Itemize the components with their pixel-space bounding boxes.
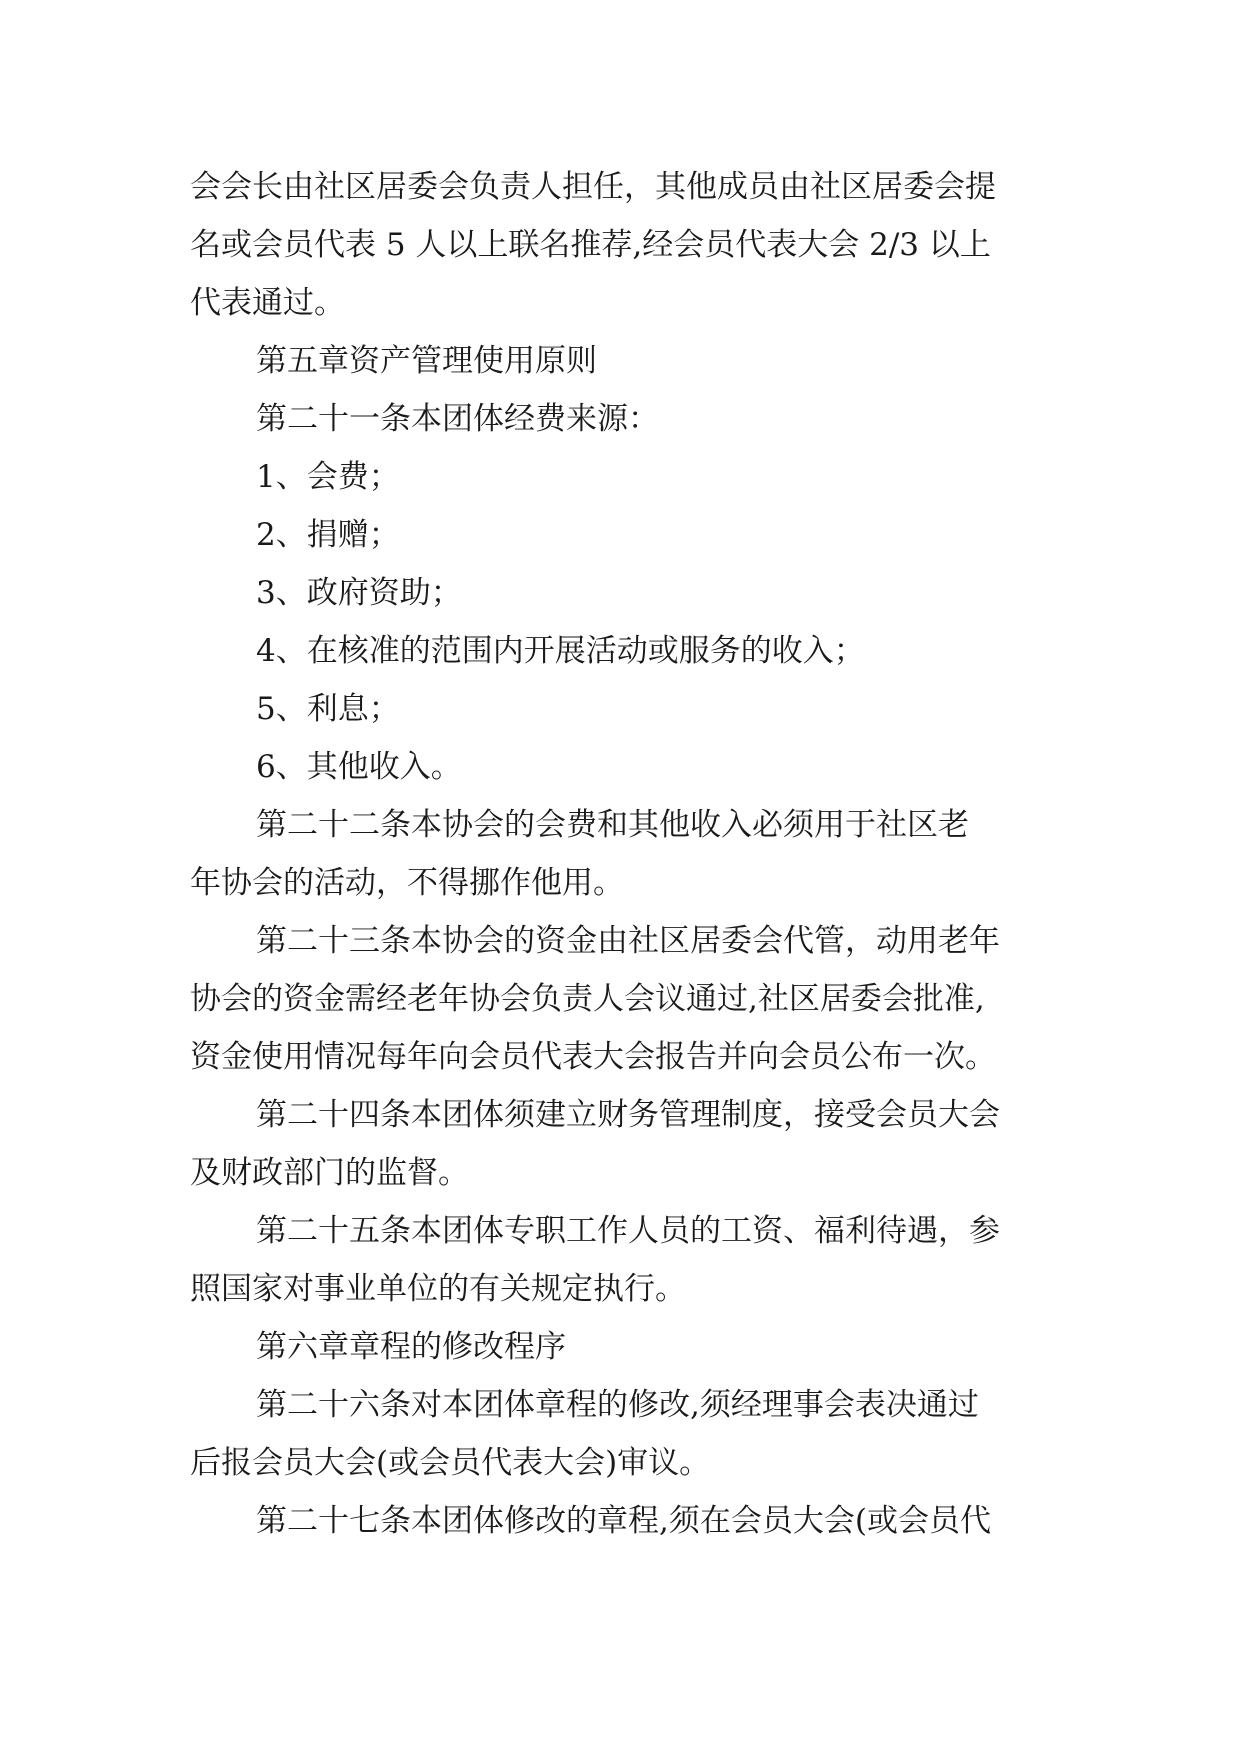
list-item: 5、利息； — [256, 691, 400, 727]
text-line: 会会长由社区居委会负责人担任，其他成员由社区居委会提 — [190, 169, 996, 205]
text-line: 第二十三条本协会的资金由社区居委会代管，动用老年 — [256, 923, 1000, 959]
text-line: 后报会员大会(或会员代表大会)审议。 — [190, 1445, 711, 1481]
list-item: 2、捐赠； — [256, 517, 400, 553]
text-line: 第二十七条本团体修改的章程,须在会员大会(或会员代 — [256, 1503, 991, 1539]
text-line: 第二十四条本团体须建立财务管理制度，接受会员大会 — [256, 1097, 1000, 1133]
text-line: 照国家对事业单位的有关规定执行。 — [190, 1271, 686, 1307]
list-item: 1、会费； — [256, 459, 400, 495]
text-line: 年协会的活动，不得挪作他用。 — [190, 865, 624, 901]
text-line: 代表通过。 — [190, 285, 345, 321]
article-heading: 第二十一条本团体经费来源： — [256, 401, 659, 437]
chapter-heading: 第五章资产管理使用原则 — [256, 343, 597, 379]
text-line: 协会的资金需经老年协会负责人会议通过,社区居委会批准, — [190, 981, 985, 1017]
list-item: 3、政府资助； — [256, 575, 462, 611]
text-line: 资金使用情况每年向会员代表大会报告并向会员公布一次。 — [190, 1039, 996, 1075]
text-line: 第二十二条本协会的会费和其他收入必须用于社区老 — [256, 807, 969, 843]
list-item: 4、在核准的范围内开展活动或服务的收入； — [256, 633, 865, 669]
text-line: 第二十六条对本团体章程的修改,须经理事会表决通过 — [256, 1387, 979, 1423]
text-line: 第二十五条本团体专职工作人员的工资、福利待遇，参 — [256, 1213, 1000, 1249]
text-line: 名或会员代表 5 人以上联名推荐,经会员代表大会 2/3 以上 — [190, 227, 991, 263]
list-item: 6、其他收入。 — [256, 749, 462, 785]
chapter-heading: 第六章章程的修改程序 — [256, 1329, 566, 1365]
text-line: 及财政部门的监督。 — [190, 1155, 469, 1191]
